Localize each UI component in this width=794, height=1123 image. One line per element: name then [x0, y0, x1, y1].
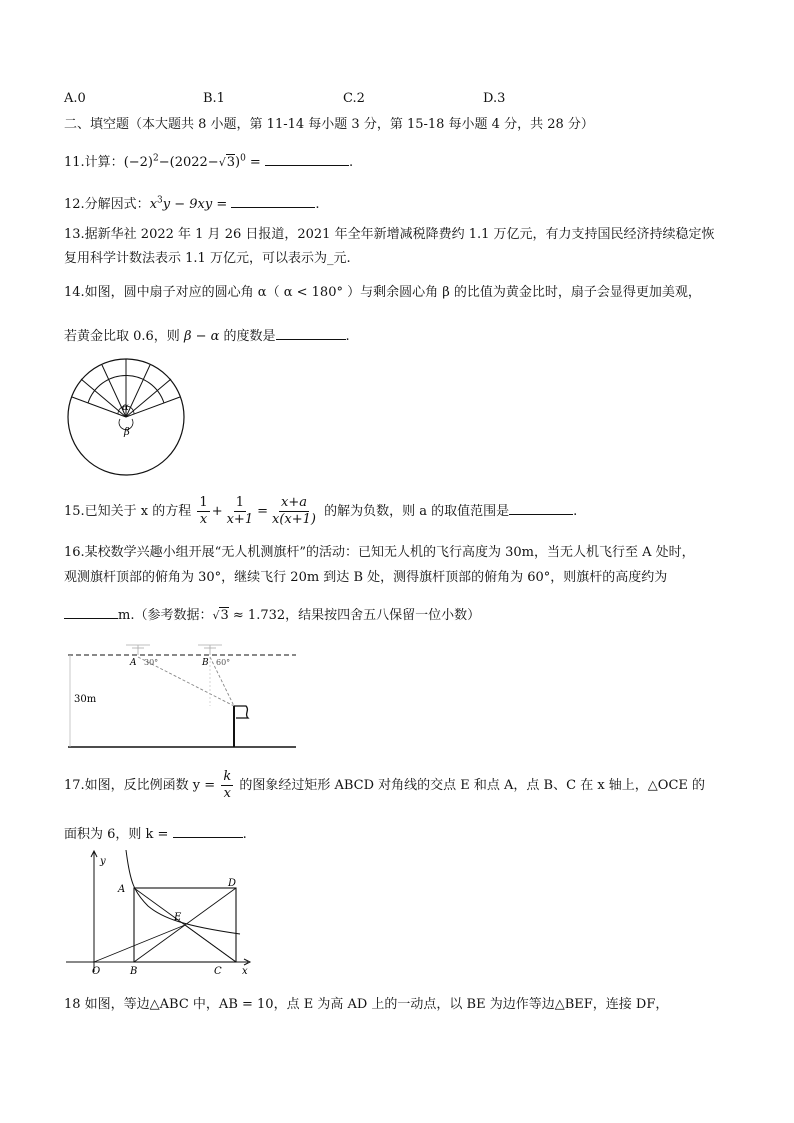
- q17-line1-b: 的图象经过矩形 ABCD 对角线的交点 E 和点 A，点 B、C 在 x 轴上，△OCE 的: [235, 778, 706, 793]
- q16-line3-b: ≈ 1.732，结果按四舍五八保留一位小数）: [228, 608, 481, 623]
- q16-sqrt-3: 3: [220, 608, 229, 623]
- fig-label-x: x: [242, 966, 248, 977]
- segment-oe: [94, 925, 185, 962]
- section-heading: 二、填空题（本大题共 8 小题，第 11-14 每小题 3 分，第 15-18 每小题 4 分，共 28 分）: [64, 117, 594, 132]
- fig-label-y: y: [100, 856, 106, 867]
- q15-frac-2: $\frac{1}{x+1}$: [226, 495, 254, 527]
- q15-answer-blank[interactable]: [509, 500, 573, 515]
- question-14-line2: [64, 325, 350, 346]
- fan-circle-figure: [62, 358, 194, 478]
- fig-label-a: A: [118, 884, 126, 895]
- q14-line2-a: 若黄金比取 0.6，则: [64, 329, 184, 344]
- q11-expr-c: ): [234, 155, 241, 170]
- q11-expr-a: (−2): [123, 155, 153, 170]
- fig-height-label: 30m: [74, 694, 97, 705]
- fig-angle-60: 60°: [216, 658, 231, 667]
- q11-expr-b: −(2022−: [158, 155, 219, 170]
- fig-label-d: D: [228, 878, 237, 889]
- question-16-line1: 16.某校数学兴趣小组开展“无人机测旗杆”的活动：已知无人机的飞行高度为 30m，当无人机飞行至 A 处时，: [64, 545, 695, 560]
- fig-label-c: C: [214, 966, 222, 977]
- rectangle-hyperbola-figure: [64, 848, 254, 976]
- q17-line2: 面积为 6，则 k =: [64, 827, 173, 842]
- fig-label-e: E: [174, 912, 182, 923]
- segment-ce: [185, 925, 236, 962]
- fig-alpha-label: α: [122, 402, 129, 413]
- q14-answer-blank[interactable]: [276, 325, 346, 340]
- q15-prefix: 15.已知关于 x 的方程: [64, 504, 196, 519]
- option-c: C.2: [343, 91, 365, 106]
- q12-answer-blank[interactable]: [231, 193, 315, 208]
- question-14-line1: 14.如图，圆中扇子对应的圆心角 α（ α < 180° ）与剩余圆心角 β 的比值为黄金比时，扇子会显得更加美观，: [64, 285, 701, 300]
- question-13-line1: 13.据新华社 2022 年 1 月 26 日报道，2021 年全年新增减税降费约 1.1 万亿元，有力支持国民经济持续稳定恢: [64, 227, 715, 242]
- q14-line2-b: 的度数是: [219, 329, 276, 344]
- q16-line3-a: m.（参考数据：: [118, 608, 213, 623]
- question-12: [64, 193, 320, 214]
- flag: [234, 706, 248, 718]
- q14-end: .: [345, 329, 350, 344]
- q12-x: x: [149, 197, 158, 212]
- q11-exp0: 0: [240, 153, 246, 164]
- question-11: 11.计算：$(-2)^2-(2022-√3)^0$ = .: [64, 151, 353, 172]
- fig-label-b: B: [130, 966, 138, 977]
- q11-end: .: [348, 155, 354, 170]
- q14-expr: β − α: [183, 329, 220, 344]
- q11-prefix: 11.计算：: [64, 155, 124, 170]
- q11-answer-blank[interactable]: [265, 151, 349, 166]
- q12-end: .: [315, 197, 320, 212]
- question-15: [64, 492, 577, 532]
- hyperbola-curve: [126, 850, 240, 934]
- option-a: A.0: [64, 91, 86, 106]
- q15-suffix: 的解为负数，则 a 的取值范围是: [319, 504, 510, 519]
- q11-exp2: 2: [153, 153, 159, 164]
- question-17-line2: [64, 823, 247, 844]
- q15-eq: =: [257, 504, 268, 519]
- fig-beta-label: β: [124, 427, 130, 438]
- question-18-line1: 18 如图，等边△ABC 中，AB = 10，点 E 为高 AD 上的一动点，以 BE 为边作等边△BEF，连接 DF，: [64, 997, 669, 1012]
- q11-equals: =: [245, 155, 265, 170]
- q17-frac: $\frac{k}{x}$: [223, 769, 232, 801]
- q15-plus: +: [211, 504, 223, 519]
- q17-end: .: [242, 827, 247, 842]
- option-d: D.3: [483, 91, 506, 106]
- q15-frac-1: $\frac{1}{x}$: [199, 495, 208, 527]
- q15-end: .: [573, 504, 578, 519]
- q17-line1-a: 17.如图，反比例函数 y =: [64, 778, 220, 793]
- fig-label-o: O: [92, 966, 101, 977]
- q11-sqrt-3: 3: [226, 155, 235, 170]
- question-16-line3: m.（参考数据：√3 ≈ 1.732，结果按四舍五八保留一位小数）: [64, 604, 480, 625]
- q17-answer-blank[interactable]: [173, 823, 243, 838]
- question-17-line1: [64, 766, 705, 806]
- fig-angle-30: 30°: [144, 658, 159, 667]
- fig-label-a: A: [130, 658, 137, 668]
- q15-frac-3: $\frac{x+a}{x(x+1)}$: [272, 495, 316, 527]
- option-b: B.1: [203, 91, 225, 106]
- fig-label-b: B: [202, 658, 209, 668]
- question-13-line2: 复用科学计数法表示 1.1 万亿元，可以表示为_元.: [64, 251, 351, 266]
- q12-rest: y − 9xy =: [162, 197, 232, 212]
- question-16-line2: 观测旗杆顶部的俯角为 30°，继续飞行 20m 到达 B 处，测得旗杆顶部的俯角为 60°，则旗杆的高度约为: [64, 570, 668, 585]
- drone-flagpole-figure: [64, 636, 298, 750]
- drone-a: [126, 645, 150, 655]
- q16-answer-blank[interactable]: [64, 604, 118, 619]
- drone-b: [198, 645, 222, 655]
- q12-exp3: 3: [157, 195, 163, 206]
- q12-prefix: 12.分解因式：: [64, 197, 150, 212]
